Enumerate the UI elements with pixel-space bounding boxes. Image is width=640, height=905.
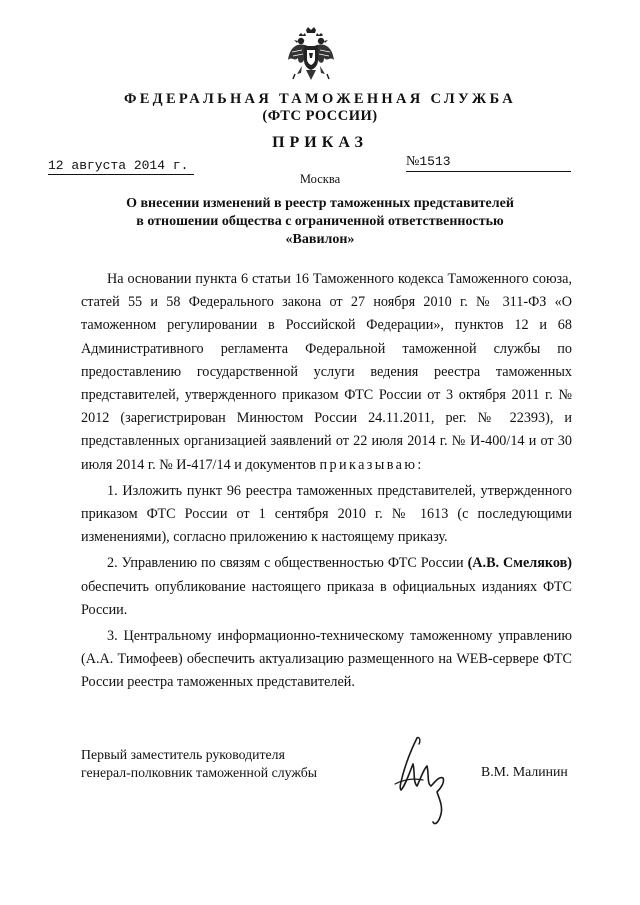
coat-of-arms-icon — [286, 26, 336, 88]
subject-line-2: в отношении общества с ограниченной ответственностью — [136, 214, 504, 229]
order-item-3: 3. Центральному информационно-техническому таможенному управлению (А.А. Тимофеев) обеспечить актуализацию размещенного на WEB-сервере ФТС России реестра таможенных представителей. — [81, 628, 572, 691]
item-2-end: обеспечить опубликование настоящего приказа в официальных изданиях ФТС России. — [81, 578, 572, 618]
order-number-prefix: № — [406, 154, 420, 169]
item-2-start: 2. Управлению по связям с общественностью ФТС России — [107, 555, 464, 572]
subject-line-1: О внесении изменений в реестр таможенных представителей — [126, 196, 514, 211]
preamble-paragraph — [81, 268, 572, 477]
order-command: приказываю: — [319, 456, 424, 473]
document-type-title: ПРИКАЗ — [272, 134, 368, 151]
order-date: 12 августа 2014 г. — [48, 158, 194, 175]
agency-short-name: (ФТС РОССИИ) — [262, 108, 378, 124]
signatory-position-line-1: Первый заместитель руководителя — [81, 747, 285, 762]
subject-line-3: «Вавилон» — [285, 232, 355, 247]
order-body — [81, 268, 572, 695]
order-item-2 — [81, 552, 572, 622]
signatory-position-line-2: генерал-полковник таможенной службы — [81, 765, 317, 780]
agency-name: ФЕДЕРАЛЬНАЯ ТАМОЖЕННАЯ СЛУЖБА — [123, 91, 517, 107]
order-number-value: 1513 — [419, 154, 451, 169]
handwritten-signature-icon — [383, 726, 453, 836]
city: Москва — [299, 172, 341, 186]
signatory-position — [81, 746, 317, 782]
preamble-text: На основании пункта 6 статьи 16 Таможенного кодекса Таможенного союза, статей 55 и 58 Федерального закона от 27 ноября 2010 г. № 311-ФЗ «О таможенном регулировании в Российской Федерации», пунктов 12 и 68 Административного регламента Федеральной таможенной службы по предоставлению государственной услуги ведения реестра таможенных представителей, утвержденного приказом ФТС России от 3 октября 2011 г. № 2012 (зарегистрирован Минюстом России 24.11.2011, рег. № 22393), и представленных организацией заявлений от 22 июля 2014 г. № И-400/14 и от 30 июля 2014 г. № И-417/14 и документов — [81, 271, 572, 473]
order-item-1: 1. Изложить пункт 96 реестра таможенных представителей, утвержденного приказом ФТС России от 1 сентября 2010 г. № 1613 (с последующими изменениями), согласно приложению к настоящему приказу. — [81, 482, 572, 546]
order-number — [406, 154, 571, 172]
order-subject — [60, 195, 580, 249]
signatory-name: В.М. Малинин — [481, 764, 568, 779]
item-2-responsible: (А.В. Смеляков) — [467, 555, 573, 572]
